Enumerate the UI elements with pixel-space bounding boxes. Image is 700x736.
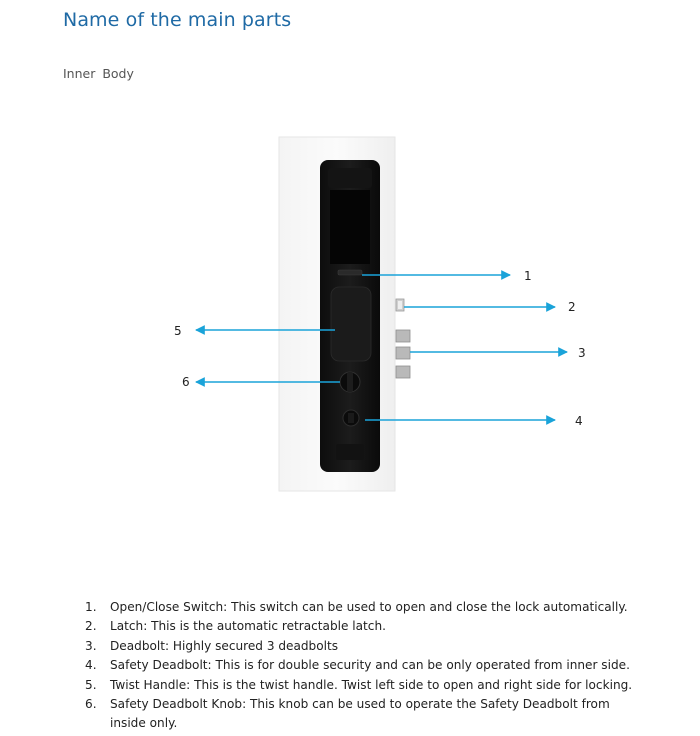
lock-body: [320, 160, 380, 472]
list-item-number: 2.: [85, 619, 97, 634]
callout-label-1: 1: [524, 269, 532, 283]
twist-handle: [331, 287, 371, 361]
list-item-text: Deadbolt: Highly secured 3 deadbolts: [110, 638, 339, 653]
list-item-text: Twist Handle: This is the twist handle. Twist left side to open and right side for locking.: [110, 677, 633, 692]
list-item: [82, 617, 642, 636]
parts-list: [82, 598, 642, 734]
open-close-switch: [338, 270, 362, 275]
callout-label-2: 2: [568, 300, 576, 314]
callout-label-6: 6: [182, 375, 190, 389]
page-subtitle: Inner Body: [63, 66, 134, 81]
callout-label-5: 5: [174, 324, 182, 338]
list-item: [82, 637, 642, 656]
list-item: [82, 676, 642, 695]
list-item-number: 6.: [85, 697, 97, 712]
page-title: Name of the main parts: [63, 9, 292, 31]
list-item-number: 5.: [85, 677, 97, 692]
deadbolts: [396, 330, 410, 378]
list-item: [82, 695, 642, 734]
list-item-text: Safety Deadbolt Knob: This knob can be used to operate the Safety Deadbolt from inside only.: [110, 697, 610, 731]
callout-label-4: 4: [575, 414, 583, 428]
list-item-number: 3.: [85, 638, 97, 653]
list-item-text: Open/Close Switch: This switch can be used to open and close the lock automatically.: [110, 600, 628, 614]
callout-label-3: 3: [578, 346, 586, 360]
list-item-text: Safety Deadbolt: This is for double security and can be only operated from inner side.: [110, 658, 630, 673]
list-item: [82, 598, 642, 617]
latch: [396, 299, 404, 311]
list-item-number: 1.: [85, 600, 97, 614]
list-item-number: 4.: [85, 658, 97, 673]
list-item: [82, 656, 642, 675]
list-item-text: Latch: This is the automatic retractable latch.: [110, 619, 386, 634]
